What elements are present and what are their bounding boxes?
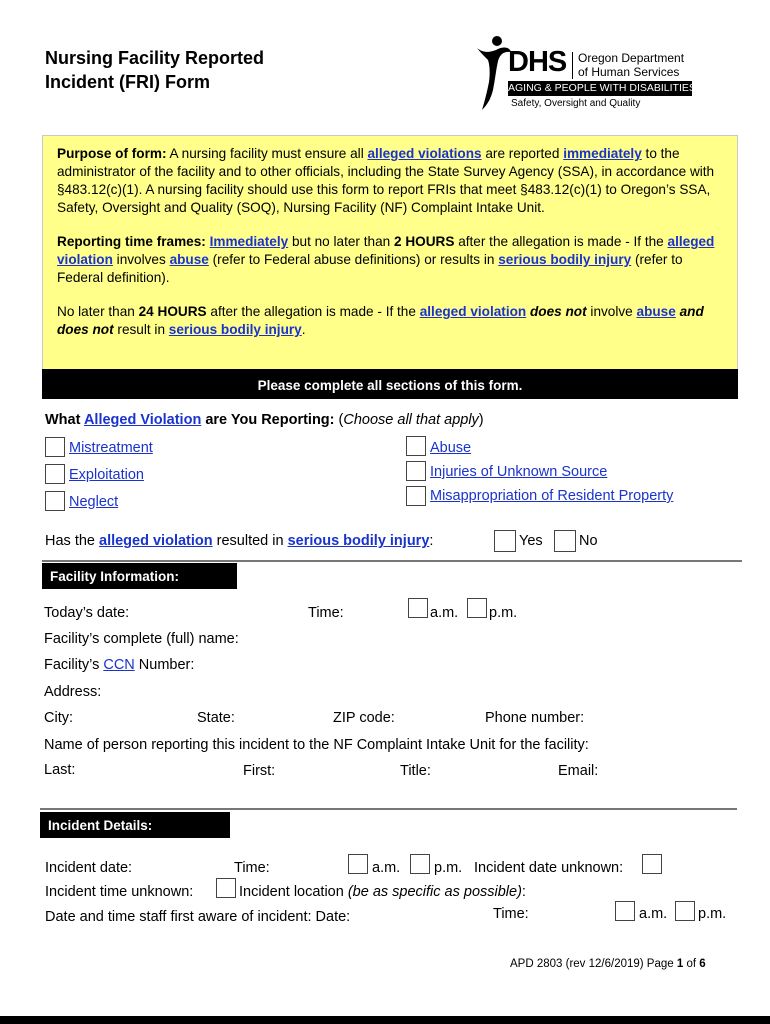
incident-date-label: Incident date: (45, 860, 133, 876)
email-label: Email: (558, 763, 599, 779)
alleged-violation-link[interactable]: alleged violation (419, 304, 527, 319)
alleged-violation-link[interactable]: alleged violation (57, 234, 715, 267)
alleged-violation-link[interactable]: Alleged Violation (83, 412, 202, 428)
timeframes-paragraph (57, 233, 729, 287)
hint: Choose all that apply (343, 412, 479, 428)
incident-am-label: a.m. (372, 860, 401, 876)
last-name-label: Last: (44, 762, 76, 778)
twenty-four-hours: 24 HOURS (138, 304, 207, 319)
page-number: 1 (676, 958, 684, 970)
text: are You Reporting: (201, 412, 339, 428)
immediately-link[interactable]: Immediately (209, 234, 289, 249)
title-line-2: Incident (FRI) Form (45, 72, 210, 92)
address-label: Address: (44, 684, 102, 700)
serious-bodily-injury-link[interactable]: serious bodily injury (498, 252, 632, 267)
org-line-1: Oregon Department (578, 51, 685, 65)
text: APD 2803 (rev 12/6/2019) Page (510, 958, 677, 970)
text: but no later than (288, 234, 394, 249)
time-unknown-label: Incident time unknown: (45, 884, 194, 900)
reporter-label: Name of person reporting this incident to the NF Complaint Intake Unit for the facility: (44, 737, 589, 753)
text: What (45, 412, 84, 428)
staff-aware-pm-label: p.m. (698, 906, 727, 922)
does-not: does not (530, 304, 587, 319)
bottom-band (0, 1016, 770, 1024)
alleged-violation-link[interactable]: alleged violation (99, 533, 213, 549)
ccn-link[interactable]: CCN (103, 657, 135, 673)
staff-aware-time-label: Time: (493, 906, 529, 922)
exploitation-label[interactable]: Exploitation (69, 467, 144, 483)
text: result in (113, 322, 169, 337)
page-footer (510, 958, 706, 970)
text: after the allegation is made - If the (206, 304, 420, 319)
todays-date-label: Today’s date: (44, 605, 130, 621)
org-line-2: of Human Services (578, 65, 680, 79)
incident-time-label: Time: (234, 860, 270, 876)
text: ) (478, 412, 484, 428)
section-rule (42, 560, 742, 562)
pm-checkbox[interactable] (467, 598, 487, 618)
time-unknown-checkbox[interactable] (216, 878, 236, 898)
pm-label: p.m. (489, 605, 518, 621)
ccn-label (44, 657, 194, 673)
hint: (be as specific as possible) (347, 884, 522, 900)
facility-info-heading: Facility Information: (42, 563, 237, 589)
text: resulted in (212, 533, 288, 549)
exploitation-checkbox[interactable] (45, 464, 65, 484)
text: (refer to Federal definition). (57, 252, 683, 285)
serious-bodily-injury-link[interactable]: serious bodily injury (168, 322, 302, 337)
am-label: a.m. (430, 605, 459, 621)
phone-label: Phone number: (485, 710, 585, 726)
immediately-link[interactable]: immediately (563, 146, 642, 161)
mistreatment-checkbox[interactable] (45, 437, 65, 457)
page-title (45, 46, 345, 94)
injuries-unknown-label[interactable]: Injuries of Unknown Source (430, 464, 608, 480)
staff-aware-am-label: a.m. (639, 906, 668, 922)
alleged-violations-link[interactable]: alleged violations (367, 146, 482, 161)
text: Number: (134, 657, 195, 673)
staff-aware-pm-checkbox[interactable] (675, 901, 695, 921)
text: after the allegation is made - If the (454, 234, 668, 249)
title-label: Title: (400, 763, 431, 779)
first-name-label: First: (243, 763, 276, 779)
abuse-link[interactable]: abuse (169, 252, 209, 267)
abuse-link[interactable]: abuse (636, 304, 676, 319)
text: (refer to Federal abuse definitions) or results in (208, 252, 499, 267)
incident-pm-label: p.m. (434, 860, 463, 876)
incident-location-label (239, 884, 526, 900)
text: involves (112, 252, 170, 267)
purpose-paragraph (57, 145, 729, 217)
text: Incident location (239, 884, 348, 900)
sbi-no-label: No (579, 533, 598, 549)
soq-tagline: Safety, Oversight and Quality (511, 98, 641, 109)
timeframes-label: Reporting time frames: (57, 234, 206, 249)
zip-label: ZIP code: (333, 710, 395, 726)
text: to the administrator of the facility and to other officials, including the State Survey Agency (SSA), in accordance with §483.12(c)(1). A nursing facility should use this form to report FRIs that meet §483.12(c)(1) to Oregon’s SSA, Safety, Oversight and Quality (SOQ), Nursing Facility (NF) Complaint Intake Unit. (57, 146, 715, 215)
date-unknown-checkbox[interactable] (642, 854, 662, 874)
sbi-question (45, 533, 433, 549)
purpose-label: Purpose of form: (57, 146, 167, 161)
city-label: City: (44, 710, 73, 726)
neglect-label[interactable]: Neglect (69, 494, 119, 510)
two-hours: 2 HOURS (393, 234, 455, 249)
abuse-label[interactable]: Abuse (430, 440, 472, 456)
purpose-text (57, 145, 729, 355)
facility-name-label: Facility’s complete (full) name: (44, 631, 239, 647)
time-label: Time: (308, 605, 344, 621)
text: Has the (45, 533, 99, 549)
neglect-checkbox[interactable] (45, 491, 65, 511)
aging-banner: AGING & PEOPLE WITH DISABILITIES (508, 82, 696, 94)
timeframes-paragraph-2 (57, 303, 729, 339)
title-line-1: Nursing Facility Reported (45, 48, 265, 68)
sbi-yes-label: Yes (519, 533, 543, 549)
text: Facility’s (44, 657, 104, 673)
and-does-not: and does not (57, 304, 704, 337)
misappropriation-checkbox[interactable] (406, 486, 426, 506)
text: : (521, 884, 526, 900)
incident-am-checkbox[interactable] (348, 854, 368, 874)
text: involve (586, 304, 637, 319)
dhs-logo-text: DHS (508, 46, 567, 78)
state-label: State: (197, 710, 235, 726)
org-name (578, 51, 684, 79)
am-checkbox[interactable] (408, 598, 428, 618)
section-rule (40, 808, 737, 810)
instruction-bar: Please complete all sections of this form. (42, 369, 738, 399)
incident-details-heading: Incident Details: (40, 812, 230, 838)
logo-separator (572, 52, 573, 79)
sbi-yes-checkbox[interactable] (494, 530, 516, 552)
injuries-unknown-checkbox[interactable] (406, 461, 426, 481)
staff-aware-label: Date and time staff first aware of incident: Date: (45, 909, 351, 925)
sbi-no-checkbox[interactable] (554, 530, 576, 552)
text: . (301, 322, 306, 337)
abuse-checkbox[interactable] (406, 436, 426, 456)
staff-aware-am-checkbox[interactable] (615, 901, 635, 921)
incident-pm-checkbox[interactable] (410, 854, 430, 874)
serious-bodily-injury-link[interactable]: serious bodily injury (287, 533, 430, 549)
misappropriation-label[interactable]: Misappropriation of Resident Property (430, 488, 674, 504)
text: : (429, 533, 434, 549)
text: of (683, 958, 700, 970)
text: ( (338, 412, 344, 428)
page-total: 6 (699, 958, 706, 970)
text: A nursing facility must ensure all (166, 146, 368, 161)
violation-question (45, 412, 484, 428)
date-unknown-label: Incident date unknown: (474, 860, 624, 876)
text: are reported (481, 146, 564, 161)
mistreatment-label[interactable]: Mistreatment (69, 440, 153, 456)
text: No later than (57, 304, 139, 319)
